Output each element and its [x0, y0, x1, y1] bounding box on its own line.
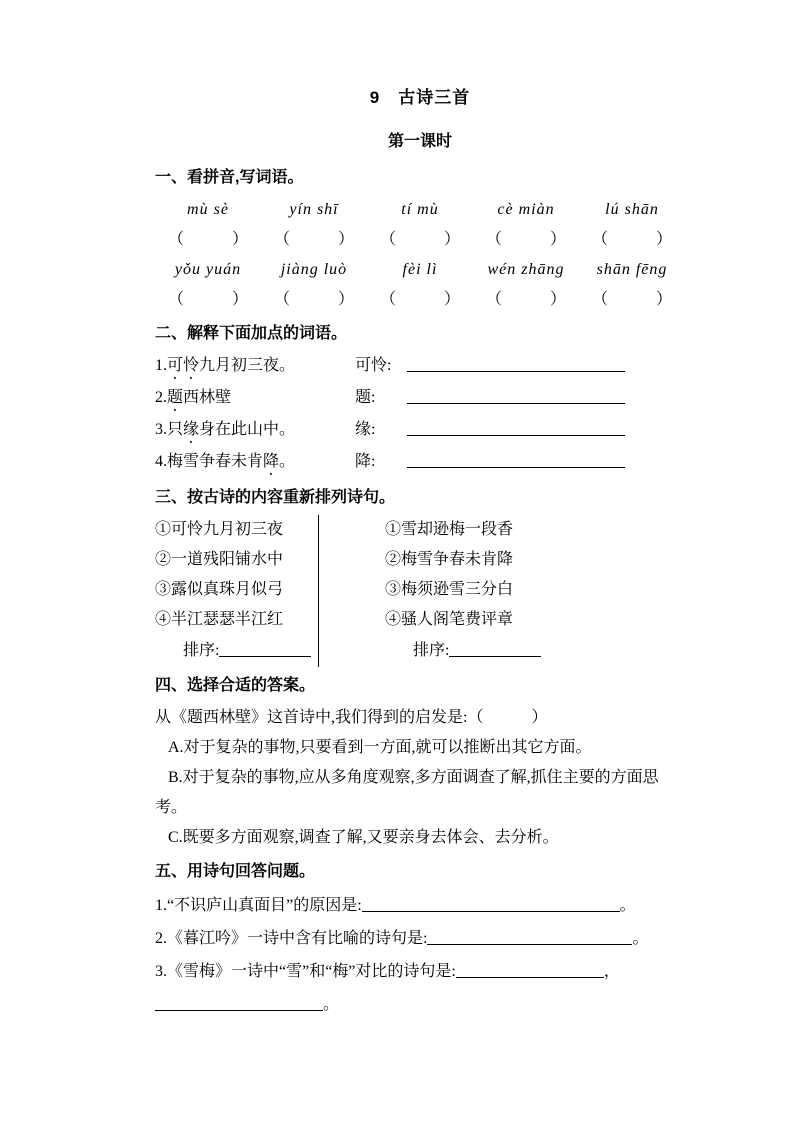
- answer-paren-row-2: [155, 285, 685, 315]
- explain-term: 可怜:: [355, 357, 392, 374]
- reorder-left-column: [155, 515, 319, 667]
- sentence-post: 。: [279, 453, 296, 470]
- sentence-dotted-word: 可怜: [167, 357, 200, 374]
- question-punct: 。: [619, 897, 636, 914]
- answer-blank: [219, 643, 311, 657]
- pinyin-word: yǒu yuán: [174, 261, 242, 278]
- reorder-columns: [155, 515, 685, 667]
- order-answer-row: [155, 635, 318, 667]
- question-punct: 。: [632, 930, 649, 947]
- pinyin-word: yín shī: [289, 201, 339, 218]
- pinyin-row-2: [155, 255, 685, 285]
- answer-question-3-line-1: [155, 955, 685, 988]
- sentence-post: 身在此山中。: [199, 421, 296, 438]
- answer-blank: [362, 898, 620, 912]
- verse-line: ③露似真珠月似弓: [155, 581, 284, 598]
- verse-line: ②一道残阳铺水中: [155, 551, 284, 568]
- sentence-post: 西林壁: [183, 389, 232, 406]
- answer-parentheses: （ ）: [273, 291, 354, 308]
- sentence-post: 九月初三夜。: [199, 357, 296, 374]
- explain-term: 题:: [355, 389, 376, 406]
- sentence-dotted-word: 题: [167, 389, 184, 406]
- explain-sentence: [155, 383, 355, 415]
- choice-option-a: A.对于复杂的事物,只要看到一方面,就可以推断出其它方面。: [168, 739, 592, 756]
- answer-parentheses: （ ）: [379, 291, 460, 308]
- question-text: 2.《暮江吟》一诗中含有比喻的诗句是:: [155, 930, 428, 947]
- pinyin-word: jiàng luò: [280, 261, 348, 278]
- answer-blank: [407, 390, 625, 404]
- verse-line: ①雪却逊梅一段香: [385, 521, 514, 538]
- choice-question: 从《题西林壁》这首诗中,我们得到的启发是:（ ）: [155, 709, 548, 726]
- pinyin-row-1: [155, 195, 685, 225]
- answer-blank: [449, 643, 541, 657]
- sentence-pre: 4.梅雪争春未肯: [155, 453, 264, 470]
- answer-parentheses: （ ）: [167, 231, 248, 248]
- answer-parentheses: （ ）: [379, 231, 460, 248]
- sentence-dotted-word: 缘: [183, 421, 200, 438]
- answer-blank: [155, 997, 323, 1011]
- answer-parentheses: （ ）: [273, 231, 354, 248]
- explain-item-4: [155, 447, 685, 479]
- explain-item-2: [155, 383, 685, 415]
- pinyin-word: shān fēng: [596, 261, 668, 278]
- page-title: 9 古诗三首: [369, 88, 471, 107]
- answer-blank: [407, 358, 625, 372]
- verse-line: ③梅须逊雪三分白: [385, 581, 514, 598]
- question-text: 1.“不识庐山真面目”的原因是:: [155, 897, 362, 914]
- answer-paren-row-1: [155, 225, 685, 255]
- sentence-pre: 1.: [155, 357, 167, 374]
- pinyin-word: wén zhāng: [487, 261, 565, 278]
- explain-term: 缘:: [355, 421, 376, 438]
- question-punct: ，: [603, 963, 620, 980]
- explain-term: 降:: [355, 453, 376, 470]
- answer-parentheses: （ ）: [167, 291, 248, 308]
- answer-blank: [456, 964, 604, 978]
- answer-parentheses: （ ）: [591, 231, 672, 248]
- answer-question-2: [155, 922, 685, 955]
- order-label: 排序:: [413, 642, 450, 659]
- section4-heading: 四、选择合适的答案。: [155, 677, 316, 694]
- verse-line: ④骚人阁笔费评章: [385, 611, 514, 628]
- order-label: 排序:: [183, 642, 220, 659]
- answer-blank: [407, 422, 625, 436]
- answer-parentheses: （ ）: [485, 291, 566, 308]
- pinyin-word: fèi lì: [402, 261, 438, 278]
- answer-question-1: [155, 889, 685, 922]
- order-answer-row: [385, 635, 541, 667]
- reorder-right-column: [319, 515, 541, 667]
- verse-line: ①可怜九月初三夜: [155, 521, 284, 538]
- pinyin-word: tí mù: [401, 201, 439, 218]
- sentence-pre: 2.: [155, 389, 167, 406]
- section1-heading: 一、看拼音,写词语。: [155, 169, 304, 186]
- question-text: 3.《雪梅》一诗中“雪”和“梅”对比的诗句是:: [155, 963, 456, 980]
- pinyin-word: lú shān: [605, 201, 659, 218]
- sentence-dotted-word: 降: [263, 453, 280, 470]
- choice-option-c: C.既要多方面观察,调查了解,又要亲身去体会、去分析。: [168, 829, 559, 846]
- section2-heading: 二、解释下面加点的词语。: [155, 325, 348, 342]
- choice-option-b: B.对于复杂的事物,应从多角度观察,多方面调查了解,抓住主要的方面思考。: [155, 769, 659, 816]
- section3-heading: 三、按古诗的内容重新排列诗句。: [155, 489, 396, 506]
- verse-line: ②梅雪争春未肯降: [385, 551, 514, 568]
- answer-blank: [427, 931, 632, 945]
- page-subtitle: 第一课时: [387, 133, 452, 150]
- answer-parentheses: （ ）: [485, 231, 566, 248]
- answer-question-3-line-2: [155, 988, 685, 1021]
- sentence-pre: 3.只: [155, 421, 184, 438]
- explain-sentence: [155, 351, 355, 383]
- pinyin-word: mù sè: [187, 201, 229, 218]
- explain-item-3: [155, 415, 685, 447]
- answer-blank: [407, 454, 625, 468]
- answer-parentheses: （ ）: [591, 291, 672, 308]
- section5-heading: 五、用诗句回答问题。: [155, 863, 316, 880]
- verse-line: ④半江瑟瑟半江红: [155, 611, 284, 628]
- question-punct: 。: [323, 996, 340, 1013]
- explain-sentence: [155, 415, 355, 447]
- explain-item-1: [155, 351, 685, 383]
- pinyin-word: cè miàn: [497, 201, 555, 218]
- explain-sentence: [155, 447, 355, 479]
